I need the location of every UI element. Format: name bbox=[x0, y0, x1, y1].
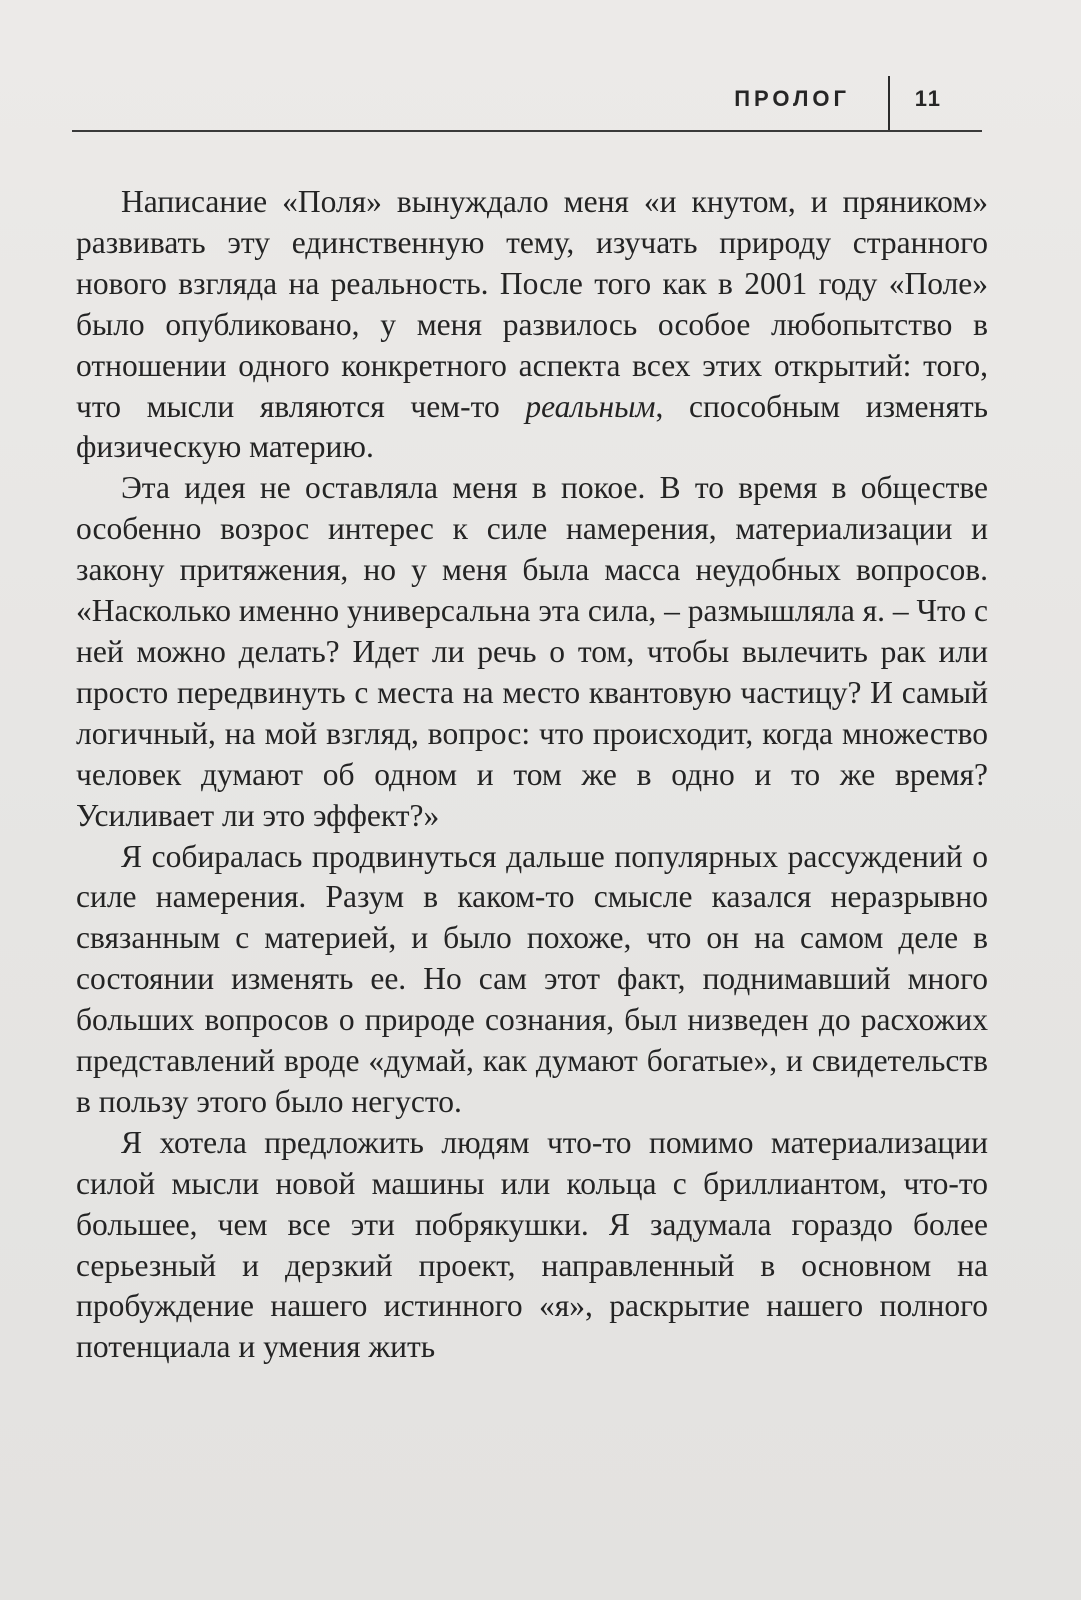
header-rule bbox=[72, 130, 982, 132]
paragraph-4: Я хотела предложить людям что-то помимо материализации силой мысли новой машины или кольца с бриллиантом, что-то большее, чем все эти побрякушки. Я задумала гораздо более серьезный и дерзкий проект, направленный в основном на пробуждение нашего истинного «я», раскрытие нашего полного потенциала и умения жить bbox=[76, 1124, 988, 1365]
paragraph-2: Эта идея не оставляла меня в покое. В то время в обществе особенно возрос интерес к силе намерения, материализации и закону притяжения, но у меня была масса неудобных вопросов. «Насколько именно универсальна эта сила, – размышляла я. – Что с ней можно делать? Идет ли речь о том, чтобы вылечить рак или просто передвинуть с места на место квантовую частицу? И самый логичный, на мой взгляд, вопрос: что происходит, когда множество человек думают об одном и том же в одно и то же время? Усиливает ли это эффект?» bbox=[76, 470, 988, 833]
emphasis-word: реальным bbox=[525, 388, 656, 424]
paragraph-1 bbox=[76, 182, 988, 468]
paragraph-1-start: Написание «Поля» вынуждало меня «и кнутом, и пряником» развивать эту единственную тему, изучать природу странного нового взгляда на реальность. После того как в 2001 году «Поле» было опубликовано, у меня развилось особое любопытство в отношении одного конкретного аспекта всех этих открытий: того, что мысли являются чем-то bbox=[76, 184, 988, 424]
paragraph-1-end: , способным изменять физическую материю. bbox=[76, 388, 988, 465]
chapter-title: ПРОЛОГ bbox=[734, 86, 850, 111]
body-text bbox=[76, 182, 988, 1368]
running-head bbox=[72, 76, 982, 130]
header-separator bbox=[888, 76, 890, 130]
paragraph-3: Я собиралась продвинуться дальше популярных рассуждений о силе намерения. Разум в каком-то смысле казался неразрывно связанным с материей, и было похоже, что он на самом деле в состоянии изменять ее. Но сам этот факт, поднимавший много больших вопросов о природе сознания, был низведен до расхожих представлений вроде «думай, как думают богатые», и свидетельств в пользу этого было негусто. bbox=[76, 838, 988, 1119]
page-number: 11 bbox=[914, 86, 942, 111]
